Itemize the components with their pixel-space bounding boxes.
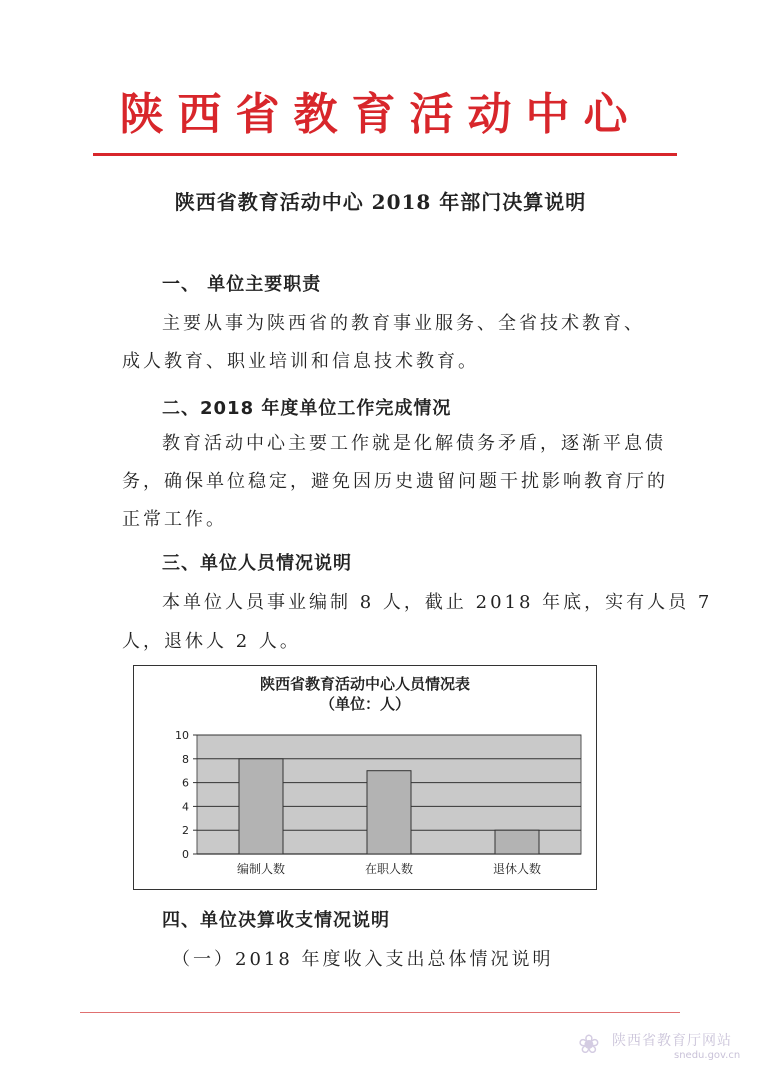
chart-title: 陕西省教育活动中心人员情况表 [259,675,470,693]
letterhead-rule [93,153,677,156]
bar-1 [239,759,283,854]
chart-plot [134,666,596,889]
document-title: 陕西省教育活动中心 2018 年部门决算说明 [174,190,587,214]
y-tick-label: 0 [182,848,189,861]
letterhead-title: 陕西省教育活动中心 [119,89,642,140]
staff-chart [133,665,597,890]
section-1-heading: 一、 单位主要职责 [162,274,322,295]
section-4-subheading: （一）2018 年度收入支出总体情况说明 [172,949,554,970]
section-3-paragraph-line-2: 人，退休人 2 人。 [122,631,301,652]
section-2-paragraph-line-3: 正常工作。 [122,509,227,530]
section-2-heading: 二、2018 年度单位工作完成情况 [162,398,452,419]
site-watermark [578,1028,758,1068]
section-4-heading: 四、单位决算收支情况说明 [162,910,390,931]
section-3-paragraph-line-1: 本单位人员事业编制 8 人，截止 2018 年底，实有人员 7 [162,592,713,613]
section-2-paragraph-line-1: 教育活动中心主要工作就是化解债务矛盾，逐渐平息债 [162,433,666,454]
chart-subtitle: （单位：人） [319,695,410,713]
section-1-paragraph-line-2: 成人教育、职业培训和信息技术教育。 [122,351,479,372]
y-tick-label: 4 [182,800,189,814]
bar-3 [495,830,539,854]
x-tick-label: 在职人数 [364,862,414,876]
bar-2 [367,771,411,854]
y-tick-label: 6 [182,776,189,790]
x-tick-label: 退休人数 [492,862,542,876]
section-1-paragraph-line-1: 主要从事为陕西省的教育事业服务、全省技术教育、 [162,313,645,334]
watermark-text: 陕西省教育厅网站 [612,1033,732,1049]
footer-rule [80,1012,680,1013]
section-3-heading: 三、单位人员情况说明 [162,553,352,574]
y-tick-label: 10 [175,729,189,742]
y-tick-label: 2 [182,824,189,838]
x-tick-label: 编制人数 [236,862,286,876]
watermark-logo-icon: ❀ [578,1030,600,1060]
section-2-paragraph-line-2: 务，确保单位稳定，避免因历史遗留问题干扰影响教育厅的 [122,471,668,492]
watermark-url: snedu.gov.cn [674,1050,741,1061]
y-tick-label: 8 [182,752,189,766]
